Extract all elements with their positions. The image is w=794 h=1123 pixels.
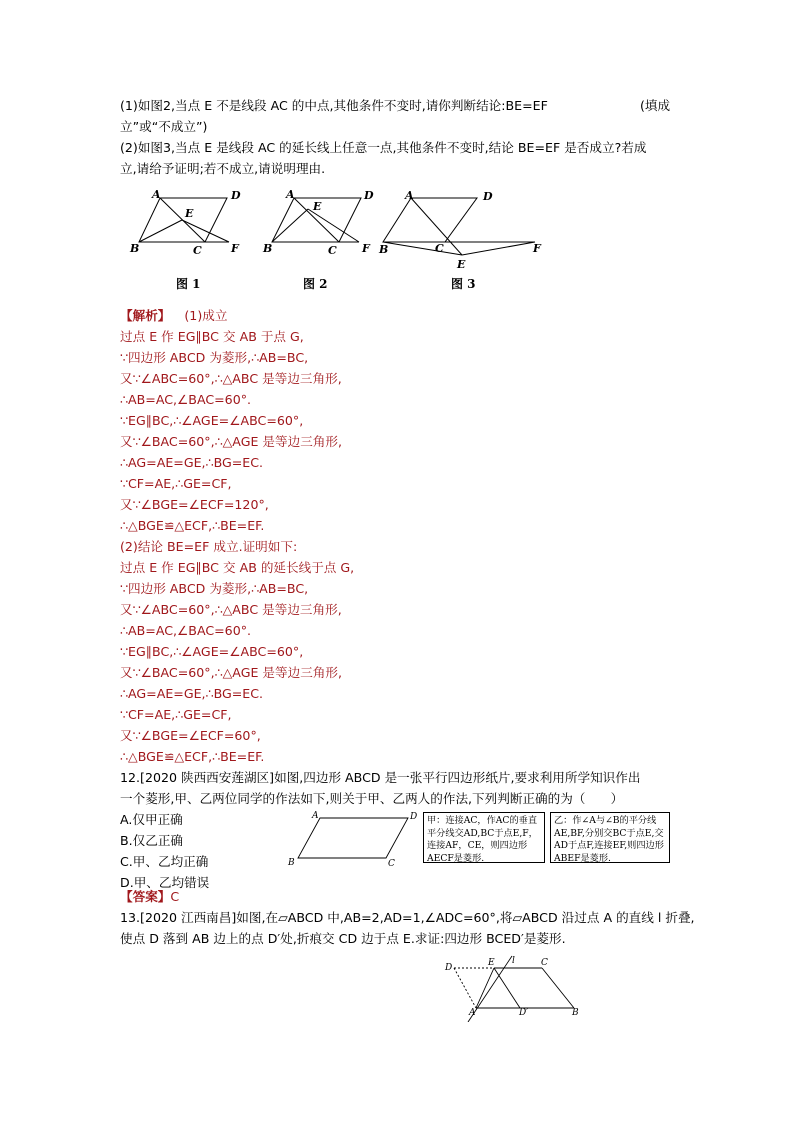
solution-line: ∵四边形 ABCD 为菱形,∴AB=BC, [120, 581, 309, 596]
q12-option-d: D.甲、乙均错误 [120, 875, 210, 890]
q13-label-e: E [488, 958, 495, 968]
q12-line1: 12.[2020 陕西西安莲湖区]如图,四边形 ABCD 是一张平行四边形纸片,要求利用所学知识作出 [120, 770, 641, 785]
q12-option-c: C.甲、乙均正确 [120, 854, 209, 869]
fig3-label-d: D [483, 190, 493, 203]
solution-line: 又∵∠BAC=60°,∴△AGE 是等边三角形, [120, 665, 342, 680]
q-part1-fill: (填成 [640, 98, 671, 113]
solution-line: ∵EG∥BC,∴∠AGE=∠ABC=60°, [120, 413, 304, 428]
fig3-label-b: B [379, 243, 389, 256]
solution-first-line: (1)成立 [184, 308, 228, 323]
solution-line: 又∵∠BAC=60°,∴△AGE 是等边三角形, [120, 434, 342, 449]
q13-label-l: l [512, 956, 515, 966]
fig2-label-d: D [364, 189, 374, 202]
fig1-label-e: E [185, 207, 194, 220]
fig1-label-f: F [231, 242, 239, 255]
solution-line: 又∵∠BGE=∠ECF=120°, [120, 497, 269, 512]
q12-label-d: D [410, 812, 418, 822]
fig3-caption: 图 3 [451, 277, 476, 291]
solution-line: 过点 E 作 EG∥BC 交 AB 于点 G, [120, 329, 304, 344]
fig3-label-a: A [405, 189, 414, 202]
q12-method-yi-box: 乙：作∠A与∠B的平分线AE,BF,分别交BC于点E,交AD于点F,连接EF,则四边形ABEF是菱形. [550, 812, 670, 863]
fig2-caption: 图 2 [303, 277, 328, 291]
figure-2 [258, 186, 383, 262]
q13-fold-figure [440, 952, 590, 1026]
q13-label-b: B [572, 1008, 579, 1018]
solution-line: (2)结论 BE=EF 成立.证明如下: [120, 539, 298, 554]
solution-tag: 【解析】 [120, 308, 171, 323]
q-part1-line2: 立”或“不成立”) [120, 119, 208, 134]
q13-line2: 使点 D 落到 AB 边上的点 D′处,折痕交 CD 边于点 E.求证:四边形 BCED′是菱形. [120, 931, 566, 946]
solution-line: ∴△BGE≌△ECF,∴BE=EF. [120, 518, 265, 533]
q-part2-line2: 立,请给予证明;若不成立,请说明理由. [120, 161, 326, 176]
solution-line: 过点 E 作 EG∥BC 交 AB 的延长线于点 G, [120, 560, 355, 575]
fig2-label-f: F [362, 242, 370, 255]
figure-1 [125, 186, 250, 262]
solution-line: ∵四边形 ABCD 为菱形,∴AB=BC, [120, 350, 309, 365]
fig1-caption: 图 1 [176, 277, 201, 291]
q13-label-dprime: D′ [519, 1008, 529, 1018]
solution-line: 又∵∠BGE=∠ECF=60°, [120, 728, 261, 743]
solution-line: ∵EG∥BC,∴∠AGE=∠ABC=60°, [120, 644, 304, 659]
q12-option-a: A.仅甲正确 [120, 812, 183, 827]
fig2-label-b: B [263, 242, 273, 255]
fig2-label-a: A [286, 188, 295, 201]
q12-answer [120, 887, 179, 907]
figure-3 [375, 186, 550, 276]
solution-line: ∵CF=AE,∴GE=CF, [120, 707, 232, 722]
solution-line: 又∵∠ABC=60°,∴△ABC 是等边三角形, [120, 602, 342, 617]
q12-label-a: A [312, 811, 319, 821]
q13-label-c: C [541, 958, 548, 968]
q12-answer-tag: 【答案】 [120, 889, 171, 904]
q13-line1: 13.[2020 江西南昌]如图,在▱ABCD 中,AB=2,AD=1,∠ADC=60°,将▱ABCD 沿过点 A 的直线 l 折叠, [120, 910, 695, 925]
fig3-label-f: F [533, 242, 541, 255]
solution-line: ∴AG=AE=GE,∴BG=EC. [120, 686, 264, 701]
solution-line: ∴AB=AC,∠BAC=60°. [120, 623, 252, 638]
q12-parallelogram-figure [284, 808, 418, 874]
q13-label-d: D [445, 963, 453, 973]
fig2-label-e: E [313, 200, 322, 213]
fig1-label-a: A [152, 188, 161, 201]
q13-label-a: A [469, 1008, 476, 1018]
q-part1-line1: (1)如图2,当点 E 不是线段 AC 的中点,其他条件不变时,请你判断结论:BE=EF [120, 98, 548, 113]
q12-option-b: B.仅乙正确 [120, 833, 184, 848]
q12-line2: 一个菱形,甲、乙两位同学的作法如下,则关于甲、乙两人的作法,下列判断正确的为（ ） [120, 791, 624, 806]
q12-method-jia-box: 甲：连接AC，作AC的垂直平分线交AD,BC于点E,F，连接AF，CE，则四边形AECF是菱形. [423, 812, 545, 863]
solution-line: 又∵∠ABC=60°,∴△ABC 是等边三角形, [120, 371, 342, 386]
q12-answer-value: C [170, 889, 180, 904]
fig2-label-c: C [328, 244, 337, 257]
solution-line: ∴AG=AE=GE,∴BG=EC. [120, 455, 264, 470]
q12-label-c: C [388, 859, 395, 869]
q12-label-b: B [288, 858, 295, 868]
solution-line: ∴AB=AC,∠BAC=60°. [120, 392, 252, 407]
fig3-label-e: E [457, 258, 466, 271]
fig3-label-c: C [435, 242, 444, 255]
q-part2-line1: (2)如图3,当点 E 是线段 AC 的延长线上任意一点,其他条件不变时,结论 BE=EF 是否成立?若成 [120, 140, 647, 155]
solution-header [120, 306, 227, 326]
fig1-label-b: B [130, 242, 140, 255]
solution-line: ∵CF=AE,∴GE=CF, [120, 476, 232, 491]
fig1-label-d: D [231, 189, 241, 202]
solution-line: ∴△BGE≌△ECF,∴BE=EF. [120, 749, 265, 764]
fig1-label-c: C [193, 244, 202, 257]
